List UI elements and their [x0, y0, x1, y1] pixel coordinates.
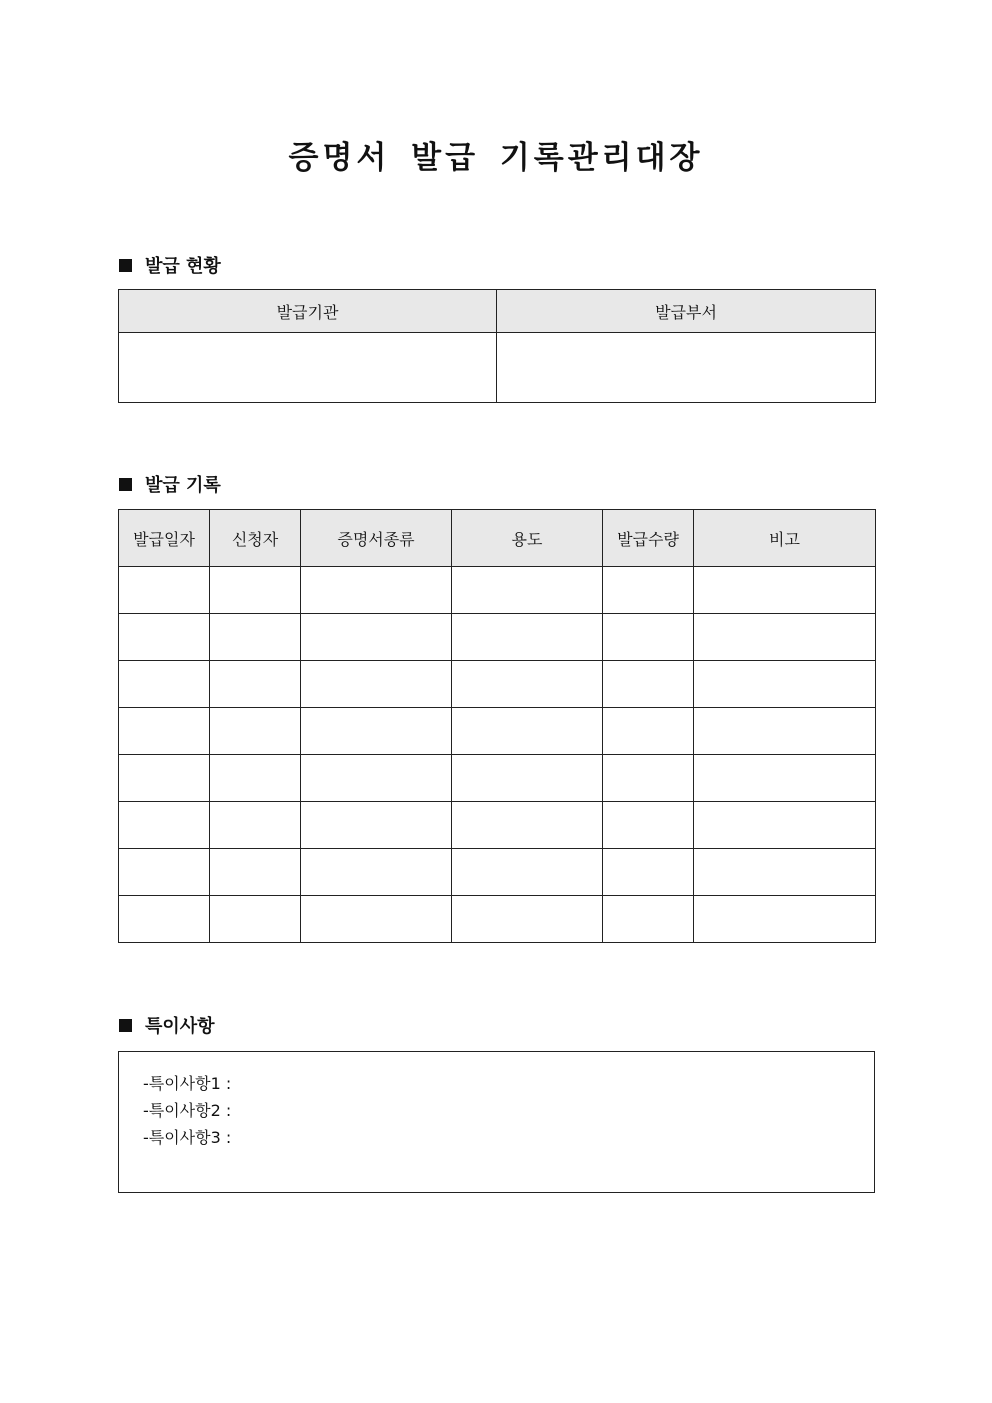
- record-cell[interactable]: [119, 661, 210, 708]
- record-cell[interactable]: [301, 755, 452, 802]
- record-cell[interactable]: [452, 802, 603, 849]
- record-cell[interactable]: [301, 708, 452, 755]
- record-cell[interactable]: [452, 661, 603, 708]
- record-cell[interactable]: [603, 849, 694, 896]
- table-row: [119, 708, 876, 755]
- record-cell[interactable]: [210, 567, 301, 614]
- square-bullet-icon: [119, 1019, 132, 1032]
- square-bullet-icon: [119, 478, 132, 491]
- record-cell[interactable]: [452, 567, 603, 614]
- table-row: [119, 755, 876, 802]
- record-cell[interactable]: [210, 802, 301, 849]
- notes-list: [143, 1070, 231, 1151]
- record-cell[interactable]: [301, 896, 452, 943]
- record-cell[interactable]: [119, 849, 210, 896]
- record-cell[interactable]: [694, 802, 876, 849]
- record-cell[interactable]: [694, 567, 876, 614]
- record-cell[interactable]: [694, 661, 876, 708]
- record-cell[interactable]: [452, 896, 603, 943]
- record-cell[interactable]: [119, 802, 210, 849]
- header-issue-date: 발급일자: [119, 510, 210, 567]
- record-cell[interactable]: [210, 896, 301, 943]
- record-cell[interactable]: [301, 567, 452, 614]
- section-records-heading: [119, 471, 221, 497]
- record-cell[interactable]: [603, 896, 694, 943]
- record-cell[interactable]: [119, 567, 210, 614]
- record-cell[interactable]: [603, 567, 694, 614]
- record-cell[interactable]: [210, 661, 301, 708]
- header-applicant: 신청자: [210, 510, 301, 567]
- record-cell[interactable]: [603, 802, 694, 849]
- records-table: [118, 509, 876, 943]
- records-body: [119, 567, 876, 943]
- section-status-label: 발급 현황: [145, 256, 221, 277]
- record-cell[interactable]: [603, 661, 694, 708]
- record-cell[interactable]: [452, 708, 603, 755]
- issuing-department-cell[interactable]: [497, 333, 876, 403]
- page-title: 증명서 발급 기록관리대장: [288, 140, 704, 176]
- record-cell[interactable]: [210, 708, 301, 755]
- record-cell[interactable]: [452, 614, 603, 661]
- record-cell[interactable]: [694, 755, 876, 802]
- record-cell[interactable]: [210, 755, 301, 802]
- note-item: -특이사항3 :: [143, 1128, 232, 1147]
- record-cell[interactable]: [119, 708, 210, 755]
- record-cell[interactable]: [119, 614, 210, 661]
- record-cell[interactable]: [603, 614, 694, 661]
- table-row: [119, 802, 876, 849]
- record-cell[interactable]: [119, 896, 210, 943]
- header-certificate-type: 증명서종류: [301, 510, 452, 567]
- note-item: -특이사항1 :: [143, 1074, 232, 1093]
- header-remarks: 비고: [694, 510, 876, 567]
- header-quantity: 발급수량: [603, 510, 694, 567]
- status-value-row: [119, 333, 876, 403]
- record-cell[interactable]: [694, 849, 876, 896]
- record-cell[interactable]: [452, 755, 603, 802]
- record-cell[interactable]: [301, 849, 452, 896]
- record-cell[interactable]: [210, 614, 301, 661]
- section-status-heading: [119, 252, 221, 278]
- section-records-label: 발급 기록: [145, 475, 221, 496]
- record-cell[interactable]: [210, 849, 301, 896]
- status-header-row: [119, 290, 876, 333]
- header-purpose: 용도: [452, 510, 603, 567]
- notes-box[interactable]: [118, 1051, 875, 1193]
- record-cell[interactable]: [301, 802, 452, 849]
- table-row: [119, 896, 876, 943]
- table-row: [119, 661, 876, 708]
- header-issuing-department: 발급부서: [497, 290, 876, 333]
- record-cell[interactable]: [452, 849, 603, 896]
- record-cell[interactable]: [694, 614, 876, 661]
- table-row: [119, 567, 876, 614]
- table-row: [119, 849, 876, 896]
- status-table: [118, 289, 876, 403]
- section-notes-heading: [119, 1012, 215, 1038]
- header-issuing-agency: 발급기관: [119, 290, 497, 333]
- record-cell[interactable]: [603, 708, 694, 755]
- record-cell[interactable]: [694, 896, 876, 943]
- square-bullet-icon: [119, 259, 132, 272]
- record-cell[interactable]: [301, 661, 452, 708]
- record-cell[interactable]: [119, 755, 210, 802]
- note-item: -특이사항2 :: [143, 1101, 232, 1120]
- table-row: [119, 614, 876, 661]
- issuing-agency-cell[interactable]: [119, 333, 497, 403]
- record-cell[interactable]: [603, 755, 694, 802]
- records-header-row: [119, 510, 876, 567]
- section-notes-label: 특이사항: [145, 1016, 215, 1037]
- record-cell[interactable]: [301, 614, 452, 661]
- record-cell[interactable]: [694, 708, 876, 755]
